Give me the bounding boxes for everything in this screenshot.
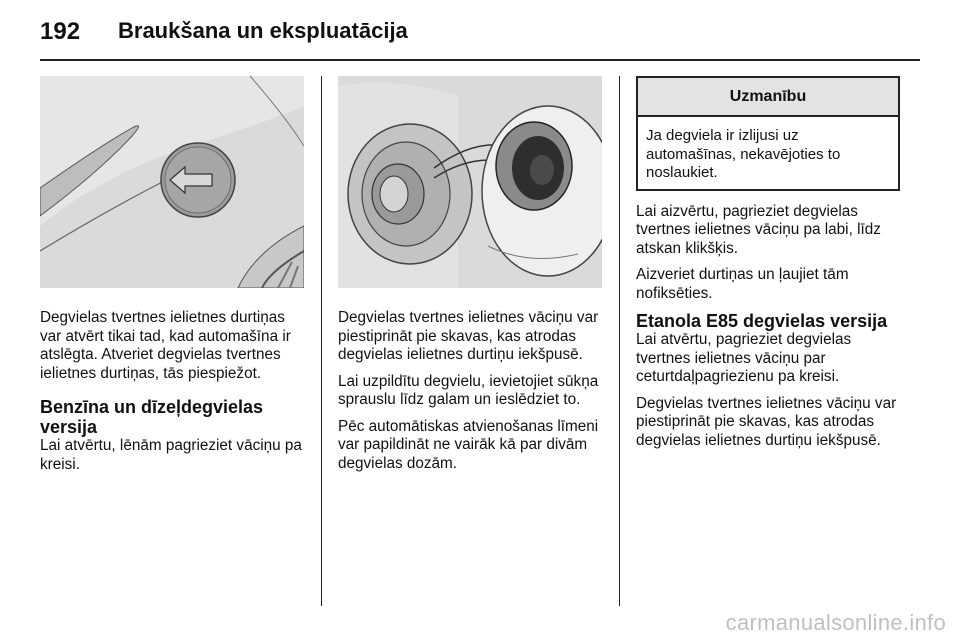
fuel-door-illustration [40,76,304,288]
column-divider-2 [619,76,620,606]
col3-paragraph-3: Lai atvērtu, pagrieziet degvielas tvertnes ielietnes vāciņu par ceturtdaļpagriezienu pa kreisi. [636,331,852,385]
header-divider [40,59,920,61]
watermark: carmanualsonline.info [725,610,946,635]
fuel-cap-illustration [338,76,602,288]
col2-paragraph-2: Lai uzpildītu degvielu, ievietojiet sūkņa sprauslu līdz galam un ieslēdziet to. [338,372,599,408]
col2-paragraph-1: Degvielas tvertnes ielietnes vāciņu var piestiprināt pie skavas, kas atrodas degvielas ielietnes durtiņu iekšpusē. [338,309,599,363]
caution-title: Uzmanību [638,78,898,117]
column-2 [338,76,602,481]
page-number: 192 [40,18,81,45]
caution-text: Ja degviela ir izlijusi uz automašīnas, nekavējoties to noslaukiet. [646,127,841,181]
col3-paragraph-1: Lai aizvērtu, pagrieziet degvielas tvertnes ielietnes vāciņu pa labi, līdz atskan klikšķis. [636,202,881,257]
col3-paragraph-4: Degvielas tvertnes ielietnes vāciņu var piestiprināt pie skavas, kas atrodas degvielas ielietnes durtiņu iekšpusē. [636,394,897,449]
page-header [40,14,920,58]
column-divider-1 [321,76,322,606]
column-3 [636,76,900,458]
col2-paragraph-3: Pēc automātiskas atvienošanas līmeni var papildināt ne vairāk kā par divām degvielas dozām. [338,417,599,472]
col1-heading-petrol-diesel: Benzīna un dīzeļdegvielas versija [40,397,264,437]
chapter-title: Braukšana un ekspluatācija [118,18,408,43]
fuel-door-drawing [40,76,304,288]
col3-paragraph-2: Aizveriet durtiņas un ļaujiet tām nofiksēties. [636,266,849,302]
col1-paragraph-2: Lai atvērtu, lēnām pagrieziet vāciņu pa kreisi. [40,437,302,473]
col3-heading-ethanol: Etanola E85 degvielas versija [636,311,888,331]
caution-notice [636,76,900,191]
col1-paragraph-1: Degvielas tvertnes ielietnes durtiņas var atvērt tikai tad, kad automašīna ir atslēgta. Atveriet degvielas tvertnes ielietnes durtiņas, tās piespiežot. [40,309,291,382]
fuel-cap-drawing [338,76,602,288]
column-1 [40,76,304,482]
